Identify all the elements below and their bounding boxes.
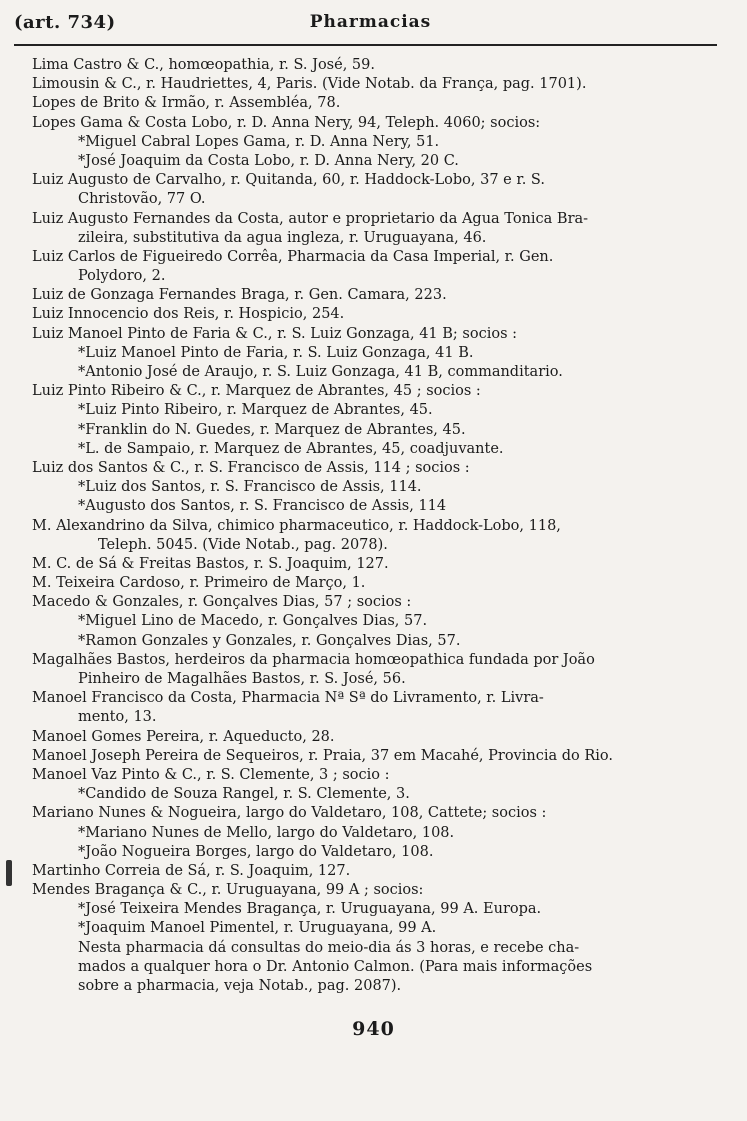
directory-entry-detail: Christovão, 77 O. <box>78 191 206 208</box>
directory-entry: Manoel Gomes Pereira, r. Aqueducto, 28. <box>32 728 335 745</box>
directory-entry-detail: Pinheiro de Magalhães Bastos, r. S. José, 56. <box>78 671 406 687</box>
directory-entry-detail: Nesta pharmacia dá consultas do meio-dia ás 3 horas, e recebe cha- <box>78 939 580 956</box>
pharmacy-list <box>32 56 722 996</box>
directory-entry: Luiz Carlos de Figueiredo Corrêa, Pharmacia da Casa Imperial, r. Gen. <box>32 248 554 265</box>
directory-entry: Luiz Augusto Fernandes da Costa, autor e proprietario da Agua Tonica Bra- <box>32 210 589 227</box>
directory-entry: Luiz Augusto de Carvalho, r. Quitanda, 60, r. Haddock-Lobo, 37 e r. S. <box>32 172 545 189</box>
page-header <box>14 4 727 40</box>
directory-entry-detail: Polydoro, 2. <box>78 268 166 285</box>
directory-entry: Mendes Bragança & C., r. Uruguayana, 99 A ; socios: <box>32 882 424 899</box>
directory-entry: Luiz de Gonzaga Fernandes Braga, r. Gen. Camara, 223. <box>32 287 447 304</box>
directory-entry: Lopes Gama & Costa Lobo, r. D. Anna Nery, 94, Teleph. 4060; socios: <box>32 114 541 131</box>
directory-entry: Mariano Nunes & Nogueira, largo do Valdetaro, 108, Cattete; socios : <box>32 805 547 822</box>
page-title: Pharmacias <box>309 12 432 32</box>
directory-entry: Luiz Pinto Ribeiro & C., r. Marquez de Abrantes, 45 ; socios : <box>32 383 481 400</box>
header-rule <box>14 44 717 46</box>
directory-entry: Magalhães Bastos, herdeiros da pharmacia homœopathica fundada por João <box>32 651 595 668</box>
directory-entry: Luiz Innocencio dos Reis, r. Hospicio, 254. <box>32 306 345 323</box>
directory-entry-detail: Teleph. 5045. (Vide Notab., pag. 2078). <box>98 536 388 553</box>
page-number: 940 <box>352 1018 395 1040</box>
directory-entry-detail: *Luiz dos Santos, r. S. Francisco de Assis, 114. <box>78 479 422 496</box>
directory-entry: Luiz dos Santos & C., r. S. Francisco de Assis, 114 ; socios : <box>32 459 470 476</box>
margin-mark <box>6 860 12 886</box>
directory-entry-detail: *Luiz Pinto Ribeiro, r. Marquez de Abrantes, 45. <box>78 402 433 419</box>
directory-entry: M. C. de Sá & Freitas Bastos, r. S. Joaquim, 127. <box>32 555 389 572</box>
directory-entry-detail: *Luiz Manoel Pinto de Faria, r. S. Luiz Gonzaga, 41 B. <box>78 344 474 361</box>
directory-entry-detail: sobre a pharmacia, veja Notab., pag. 2087). <box>78 978 402 994</box>
directory-entry-detail: *Franklin do N. Guedes, r. Marquez de Abrantes, 45. <box>78 421 466 438</box>
directory-entry-detail: *Mariano Nunes de Mello, largo do Valdetaro, 108. <box>78 824 455 841</box>
directory-entry-detail: *Augusto dos Santos, r. S. Francisco de Assis, 114 <box>78 498 447 515</box>
directory-entry: M. Alexandrino da Silva, chimico pharmaceutico, r. Haddock-Lobo, 118, <box>32 517 561 534</box>
directory-entry: M. Teixeira Cardoso, r. Primeiro de Março, 1. <box>32 575 366 592</box>
directory-entry-detail: mados a qualquer hora o Dr. Antonio Calmon. (Para mais informações <box>78 958 593 975</box>
directory-entry: Martinho Correia de Sá, r. S. Joaquim, 127. <box>32 862 351 879</box>
directory-entry-detail: *L. de Sampaio, r. Marquez de Abrantes, 45, coadjuvante. <box>78 440 504 457</box>
directory-entry: Manoel Joseph Pereira de Sequeiros, r. Praia, 37 em Macahé, Provincia do Rio. <box>32 747 613 764</box>
directory-entry: Luiz Manoel Pinto de Faria & C., r. S. Luiz Gonzaga, 41 B; socios : <box>32 325 518 342</box>
directory-entry-detail: *Candido de Souza Rangel, r. S. Clemente, 3. <box>78 786 410 803</box>
directory-entry: Limousin & C., r. Haudriettes, 4, Paris. (Vide Notab. da França, pag. 1701). <box>32 76 587 93</box>
directory-entry: Lopes de Brito & Irmão, r. Assembléa, 78. <box>32 95 341 112</box>
directory-entry: Macedo & Gonzales, r. Gonçalves Dias, 57 ; socios : <box>32 594 412 611</box>
directory-entry-detail: zileira, substitutiva da agua ingleza, r. Uruguayana, 46. <box>78 229 487 246</box>
directory-entry-detail: *Antonio José de Araujo, r. S. Luiz Gonzaga, 41 B, commanditario. <box>78 364 563 380</box>
directory-entry: Lima Castro & C., homœopathia, r. S. José, 59. <box>32 57 375 73</box>
directory-entry-detail: *Joaquim Manoel Pimentel, r. Uruguayana, 99 A. <box>78 920 437 937</box>
directory-entry-detail: *José Teixeira Mendes Bragança, r. Uruguayana, 99 A. Europa. <box>78 901 542 918</box>
directory-entry-detail: *José Joaquim da Costa Lobo, r. D. Anna Nery, 20 C. <box>78 152 459 169</box>
directory-entry-detail: *João Nogueira Borges, largo do Valdetaro, 108. <box>78 843 434 860</box>
directory-entry-detail: *Miguel Lino de Macedo, r. Gonçalves Dias, 57. <box>78 613 428 630</box>
directory-entry-detail: *Miguel Cabral Lopes Gama, r. D. Anna Nery, 51. <box>78 133 440 150</box>
directory-entry: Manoel Vaz Pinto & C., r. S. Clemente, 3 ; socio : <box>32 766 390 783</box>
article-number: (art. 734) <box>14 11 116 33</box>
directory-entry: Manoel Francisco da Costa, Pharmacia Nª Sª do Livramento, r. Livra- <box>32 690 544 707</box>
directory-entry-detail: mento, 13. <box>78 709 157 726</box>
directory-entry-detail: *Ramon Gonzales y Gonzales, r. Gonçalves Dias, 57. <box>78 632 461 649</box>
